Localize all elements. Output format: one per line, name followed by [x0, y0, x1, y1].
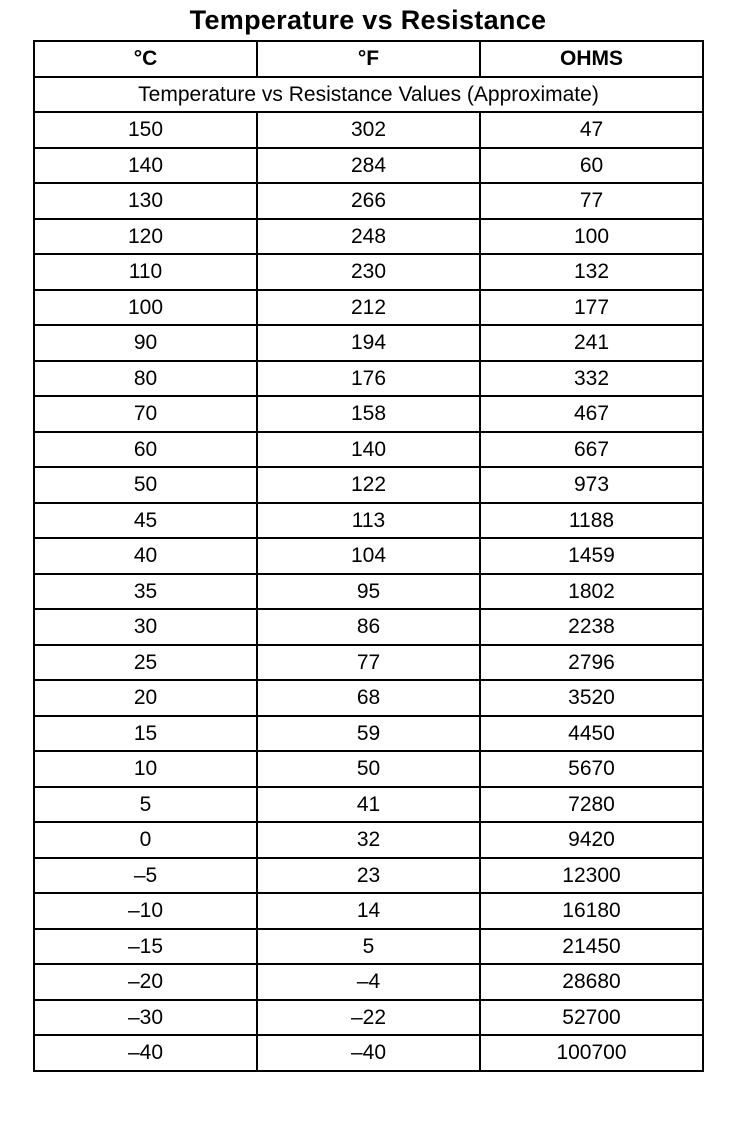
- cell-celsius: 15: [34, 716, 257, 752]
- table-row: [34, 148, 703, 184]
- cell-celsius: 70: [34, 396, 257, 432]
- cell-ohms: 1188: [480, 503, 703, 539]
- cell-fahrenheit: –22: [257, 1000, 480, 1036]
- table-row: [34, 1000, 703, 1036]
- cell-ohms: 132: [480, 254, 703, 290]
- cell-celsius: 80: [34, 361, 257, 397]
- cell-celsius: –10: [34, 893, 257, 929]
- table-row: [34, 574, 703, 610]
- cell-ohms: 973: [480, 467, 703, 503]
- table-row: [34, 361, 703, 397]
- table-row: [34, 432, 703, 468]
- cell-fahrenheit: 5: [257, 929, 480, 965]
- cell-fahrenheit: 140: [257, 432, 480, 468]
- cell-celsius: 25: [34, 645, 257, 681]
- table-row: [34, 645, 703, 681]
- cell-ohms: 4450: [480, 716, 703, 752]
- cell-fahrenheit: 95: [257, 574, 480, 610]
- cell-fahrenheit: –4: [257, 964, 480, 1000]
- cell-ohms: 3520: [480, 680, 703, 716]
- cell-celsius: –40: [34, 1035, 257, 1071]
- cell-ohms: 60: [480, 148, 703, 184]
- cell-fahrenheit: 59: [257, 716, 480, 752]
- cell-celsius: –5: [34, 858, 257, 894]
- cell-ohms: 100: [480, 219, 703, 255]
- table-row: [34, 290, 703, 326]
- table-row: [34, 467, 703, 503]
- cell-ohms: 5670: [480, 751, 703, 787]
- cell-fahrenheit: 14: [257, 893, 480, 929]
- table-row: [34, 929, 703, 965]
- cell-ohms: 52700: [480, 1000, 703, 1036]
- table-row: [34, 503, 703, 539]
- cell-fahrenheit: 248: [257, 219, 480, 255]
- header-celsius: °C: [34, 41, 257, 77]
- cell-celsius: 35: [34, 574, 257, 610]
- cell-celsius: 90: [34, 325, 257, 361]
- table-row: [34, 822, 703, 858]
- table-row: [34, 858, 703, 894]
- cell-celsius: 5: [34, 787, 257, 823]
- cell-ohms: 332: [480, 361, 703, 397]
- cell-celsius: 0: [34, 822, 257, 858]
- cell-ohms: 1802: [480, 574, 703, 610]
- cell-ohms: 9420: [480, 822, 703, 858]
- cell-fahrenheit: 194: [257, 325, 480, 361]
- cell-fahrenheit: 176: [257, 361, 480, 397]
- cell-ohms: 2238: [480, 609, 703, 645]
- cell-fahrenheit: 284: [257, 148, 480, 184]
- cell-celsius: –20: [34, 964, 257, 1000]
- page-title: Temperature vs Resistance: [189, 5, 547, 35]
- cell-ohms: 77: [480, 183, 703, 219]
- cell-ohms: 667: [480, 432, 703, 468]
- cell-ohms: 2796: [480, 645, 703, 681]
- table-row: [34, 680, 703, 716]
- cell-ohms: 241: [480, 325, 703, 361]
- subheading-row: [34, 77, 703, 113]
- cell-fahrenheit: 68: [257, 680, 480, 716]
- table-row: [34, 183, 703, 219]
- table-row: [34, 716, 703, 752]
- cell-ohms: 1459: [480, 538, 703, 574]
- table-row: [34, 254, 703, 290]
- cell-ohms: 12300: [480, 858, 703, 894]
- cell-celsius: 100: [34, 290, 257, 326]
- cell-ohms: 100700: [480, 1035, 703, 1071]
- cell-ohms: 28680: [480, 964, 703, 1000]
- cell-ohms: 47: [480, 112, 703, 148]
- cell-ohms: 16180: [480, 893, 703, 929]
- table-row: [34, 325, 703, 361]
- cell-celsius: –15: [34, 929, 257, 965]
- cell-fahrenheit: 212: [257, 290, 480, 326]
- cell-celsius: –30: [34, 1000, 257, 1036]
- table-row: [34, 112, 703, 148]
- cell-fahrenheit: 113: [257, 503, 480, 539]
- cell-fahrenheit: –40: [257, 1035, 480, 1071]
- cell-celsius: 30: [34, 609, 257, 645]
- cell-fahrenheit: 77: [257, 645, 480, 681]
- table-row: [34, 219, 703, 255]
- cell-fahrenheit: 50: [257, 751, 480, 787]
- table-body: [34, 77, 703, 1071]
- cell-celsius: 60: [34, 432, 257, 468]
- header-ohms: OHMS: [480, 41, 703, 77]
- cell-celsius: 120: [34, 219, 257, 255]
- cell-celsius: 50: [34, 467, 257, 503]
- table-subheading: Temperature vs Resistance Values (Approximate): [34, 77, 703, 113]
- cell-celsius: 110: [34, 254, 257, 290]
- cell-fahrenheit: 104: [257, 538, 480, 574]
- cell-fahrenheit: 158: [257, 396, 480, 432]
- cell-celsius: 20: [34, 680, 257, 716]
- table-row: [34, 893, 703, 929]
- temperature-resistance-table: [33, 40, 704, 1072]
- header-row: [34, 41, 703, 77]
- table-row: [34, 396, 703, 432]
- table-row: [34, 609, 703, 645]
- table-row: [34, 964, 703, 1000]
- cell-fahrenheit: 266: [257, 183, 480, 219]
- table-row: [34, 751, 703, 787]
- cell-fahrenheit: 122: [257, 467, 480, 503]
- cell-celsius: 150: [34, 112, 257, 148]
- cell-fahrenheit: 41: [257, 787, 480, 823]
- cell-ohms: 7280: [480, 787, 703, 823]
- header-fahrenheit: °F: [257, 41, 480, 77]
- cell-fahrenheit: 302: [257, 112, 480, 148]
- cell-fahrenheit: 230: [257, 254, 480, 290]
- cell-celsius: 140: [34, 148, 257, 184]
- cell-ohms: 21450: [480, 929, 703, 965]
- cell-ohms: 177: [480, 290, 703, 326]
- cell-celsius: 130: [34, 183, 257, 219]
- table-row: [34, 1035, 703, 1071]
- cell-celsius: 10: [34, 751, 257, 787]
- cell-fahrenheit: 32: [257, 822, 480, 858]
- cell-ohms: 467: [480, 396, 703, 432]
- table-row: [34, 538, 703, 574]
- cell-fahrenheit: 86: [257, 609, 480, 645]
- table-row: [34, 787, 703, 823]
- cell-celsius: 40: [34, 538, 257, 574]
- cell-fahrenheit: 23: [257, 858, 480, 894]
- cell-celsius: 45: [34, 503, 257, 539]
